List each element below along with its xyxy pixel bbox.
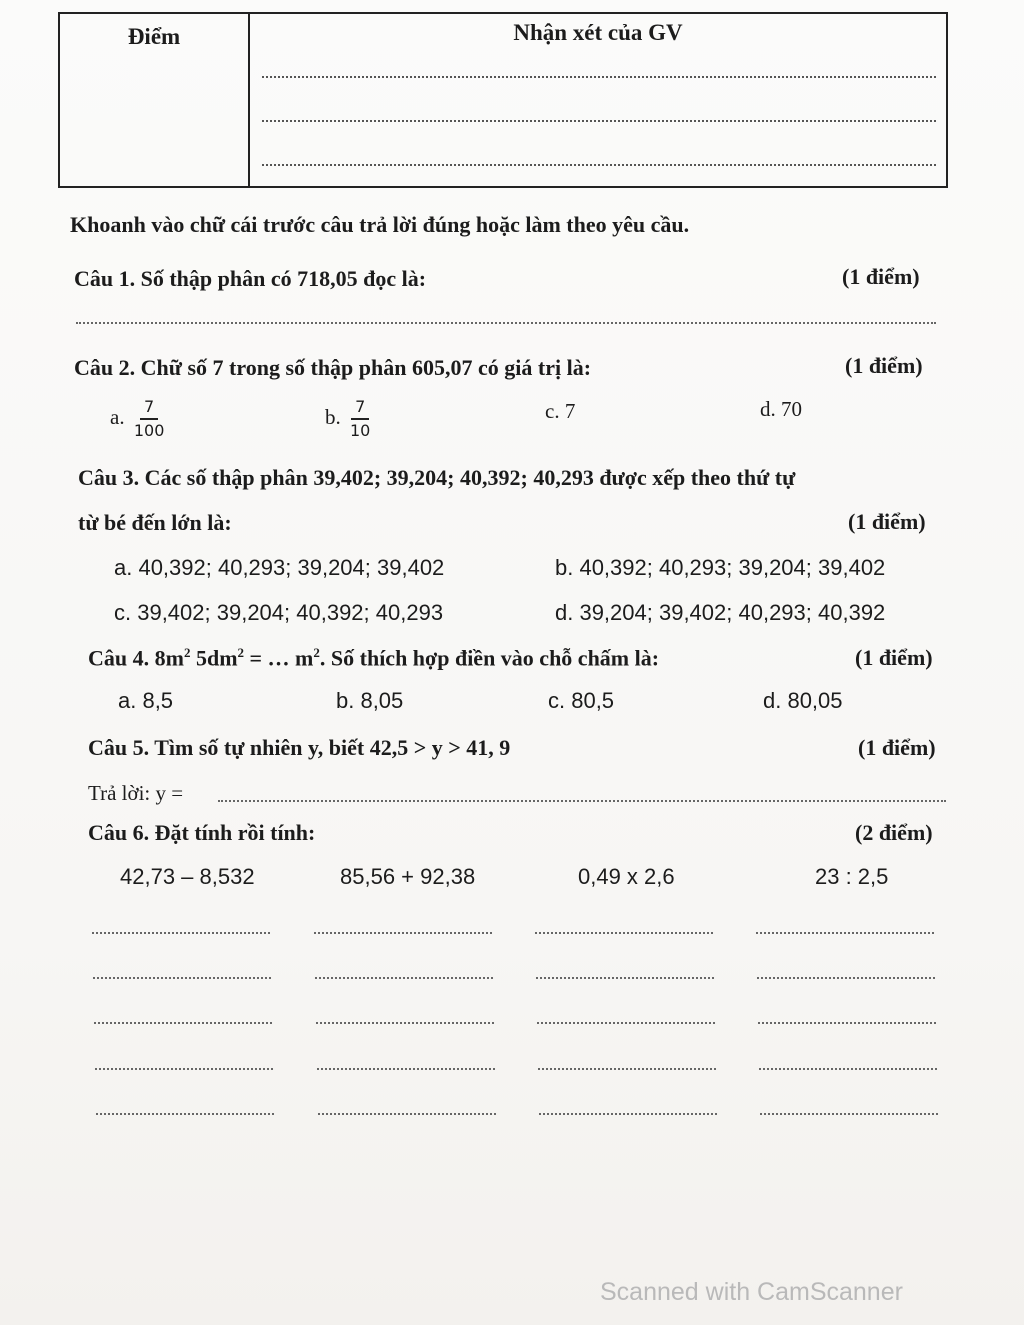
expression-2: 85,56 + 92,38	[340, 864, 476, 889]
question-5-points: (1 điểm)	[858, 735, 936, 760]
work-line	[535, 932, 713, 934]
work-line	[317, 1068, 495, 1070]
work-line	[536, 977, 714, 979]
question-6-text: Câu 6. Đặt tính rồi tính:	[88, 820, 316, 845]
fraction-denominator: 100	[133, 421, 165, 440]
instruction-text: Khoanh vào chữ cái trước câu trả lời đúng hoặc làm theo yêu cầu.	[70, 212, 690, 237]
expression-3: 0,49 x 2,6	[578, 864, 675, 889]
grade-comment-table	[58, 12, 948, 188]
question-4-option-d: d. 80,05	[763, 688, 843, 713]
question-4-option-a: a. 8,5	[118, 688, 174, 713]
work-line	[96, 1113, 274, 1115]
work-line	[537, 1022, 715, 1024]
question-4-text	[88, 645, 659, 671]
grade-cell	[60, 14, 250, 186]
option-a-label: a.	[110, 404, 125, 429]
work-line	[93, 977, 271, 979]
q4-part: Câu 4. 8m	[88, 645, 184, 671]
question-3-text: Câu 3. Các số thập phân 39,402; 39,204; 40,392; 40,293 được xếp theo thứ tự	[78, 465, 796, 490]
question-3-option-d: d. 39,204; 39,402; 40,293; 40,392	[555, 600, 886, 625]
question-3-option-a: a. 40,392; 40,293; 39,204; 39,402	[114, 555, 445, 580]
work-line	[759, 1068, 937, 1070]
option-b-label: b.	[325, 404, 341, 429]
superscript: 2	[237, 645, 245, 660]
question-6-points: (2 điểm)	[855, 820, 933, 845]
question-3-option-b: b. 40,392; 40,293; 39,204; 39,402	[555, 555, 886, 580]
fraction-7-100	[130, 398, 169, 440]
work-line	[757, 977, 935, 979]
question-2-text: Câu 2. Chữ số 7 trong số thập phân 605,07 có giá trị là:	[74, 355, 592, 380]
comment-line	[262, 76, 936, 78]
comment-line	[262, 164, 936, 166]
work-line	[95, 1068, 273, 1070]
question-4-option-b: b. 8,05	[336, 688, 404, 713]
question-3-points: (1 điểm)	[848, 509, 926, 534]
fraction-denominator: 10	[350, 421, 371, 440]
question-2-option-b	[325, 398, 374, 440]
question-4-option-c: c. 80,5	[548, 688, 615, 713]
question-5-answer-label: Trả lời: y =	[88, 781, 184, 805]
comment-line	[262, 120, 936, 122]
question-4-points: (1 điểm)	[855, 645, 933, 670]
fraction-numerator: 7	[140, 398, 158, 420]
question-2-option-c: c. 7	[545, 399, 576, 423]
work-line	[94, 1022, 272, 1024]
work-line	[756, 932, 934, 934]
work-line	[760, 1113, 938, 1115]
question-2-option-d: d. 70	[760, 397, 802, 421]
grade-label: Điểm	[127, 24, 181, 49]
question-1-points: (1 điểm)	[842, 264, 920, 289]
work-line	[318, 1113, 496, 1115]
q4-part: = … m	[244, 645, 314, 671]
superscript: 2	[183, 645, 191, 660]
work-line	[92, 932, 270, 934]
question-5-text: Câu 5. Tìm số tự nhiên y, biết 42,5 > y > 41, 9	[88, 735, 511, 760]
q4-part: 5dm	[190, 645, 238, 671]
question-1-text: Câu 1. Số thập phân có 718,05 đọc là:	[74, 266, 427, 291]
question-5-answer-line	[218, 800, 946, 802]
expression-1: 42,73 – 8,532	[120, 864, 255, 889]
work-line	[316, 1022, 494, 1024]
question-3-option-c: c. 39,402; 39,204; 40,392; 40,293	[114, 600, 444, 625]
teacher-comment-cell	[250, 14, 946, 186]
fraction-7-10	[346, 398, 374, 440]
comment-label: Nhận xét của GV	[513, 20, 683, 45]
work-line	[539, 1113, 717, 1115]
work-line	[758, 1022, 936, 1024]
superscript: 2	[313, 645, 320, 660]
fraction-numerator: 7	[351, 398, 369, 420]
question-3-text-line-2: từ bé đến lớn là:	[78, 510, 232, 535]
question-2-option-a	[110, 398, 168, 440]
work-line	[314, 932, 492, 934]
work-line	[538, 1068, 716, 1070]
question-1-answer-line	[76, 322, 936, 324]
work-line	[315, 977, 493, 979]
scanner-watermark: Scanned with CamScanner	[600, 1278, 903, 1306]
question-2-points: (1 điểm)	[845, 353, 923, 378]
expression-4: 23 : 2,5	[815, 864, 889, 889]
q4-part: . Số thích hợp điền vào chỗ chấm là:	[319, 645, 660, 671]
